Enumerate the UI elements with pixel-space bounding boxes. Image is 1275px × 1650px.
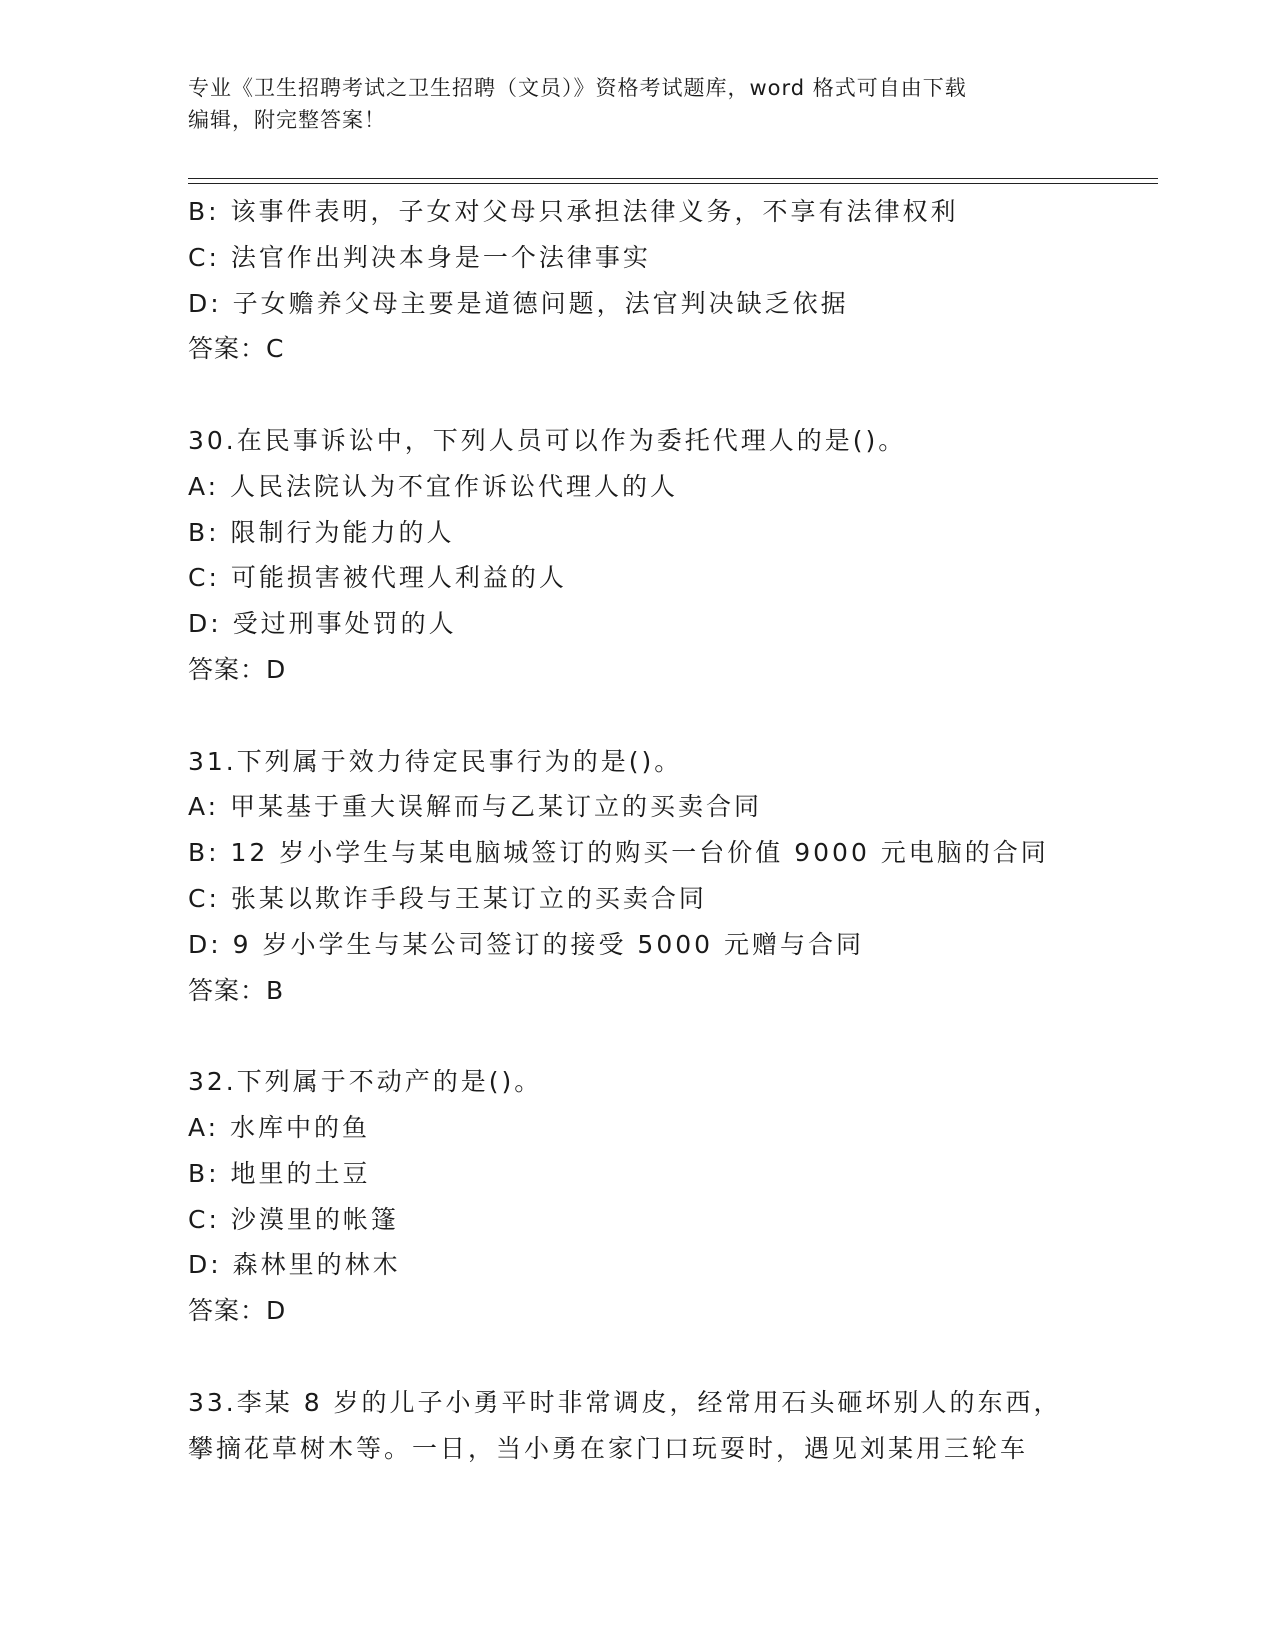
spacer [188, 1013, 1188, 1059]
spacer [188, 1334, 1188, 1380]
question-list [188, 189, 1188, 1471]
option-c: C: 沙漠里的帐篷 [188, 1204, 399, 1234]
question-text: 30.在民事诉讼中，下列人员可以作为委托代理人的是()。 [188, 425, 907, 455]
header-divider-bottom [188, 183, 1158, 184]
header-line-1: 专业《卫生招聘考试之卫生招聘（文员）》资格考试题库，word 格式可自由下载 [188, 76, 967, 100]
header-line-2: 编辑，附完整答案！ [188, 108, 386, 132]
option-c: C: 法官作出判决本身是一个法律事实 [188, 242, 651, 272]
option-a: A: 人民法院认为不宜作诉讼代理人的人 [188, 471, 679, 501]
option-d: D: 受过刑事处罚的人 [188, 609, 457, 639]
option-a: A: 水库中的鱼 [188, 1112, 371, 1142]
option-b: B: 该事件表明，子女对父母只承担法律义务，不享有法律权利 [188, 197, 959, 226]
header-divider-top [188, 178, 1158, 179]
option-d: D: 9 岁小学生与某公司签订的接受 5000 元赠与合同 [188, 929, 864, 959]
question-33 [188, 1380, 1188, 1472]
answer: 答案：C [188, 334, 285, 364]
question-text: 31.下列属于效力待定民事行为的是()。 [188, 746, 683, 776]
option-a: A: 甲某基于重大误解而与乙某订立的买卖合同 [188, 792, 763, 822]
option-d: D: 森林里的林木 [188, 1250, 401, 1280]
question-31 [188, 739, 1188, 1014]
question-text-line-1: 33.李某 8 岁的儿子小勇平时非常调皮，经常用石头砸坏别人的东西， [188, 1387, 1062, 1417]
option-b: B: 限制行为能力的人 [188, 517, 455, 547]
question-text-line-2: 攀摘花草树木等。一日，当小勇在家门口玩耍时，遇见刘某用三轮车 [188, 1433, 1029, 1463]
question-30 [188, 418, 1188, 693]
question-29 [188, 189, 1188, 372]
spacer [188, 372, 1188, 418]
answer: 答案：B [188, 975, 285, 1005]
option-b: B: 地里的土豆 [188, 1158, 371, 1188]
option-c: C: 张某以欺诈手段与王某订立的买卖合同 [188, 883, 707, 913]
question-text: 32.下列属于不动产的是()。 [188, 1067, 543, 1097]
option-d: D: 子女赡养父母主要是道德问题，法官判决缺乏依据 [188, 288, 849, 318]
question-32 [188, 1059, 1188, 1334]
answer: 答案：D [188, 654, 287, 684]
answer: 答案：D [188, 1296, 287, 1326]
option-c: C: 可能损害被代理人利益的人 [188, 563, 567, 593]
document-header [188, 72, 1088, 136]
option-b: B: 12 岁小学生与某电脑城签订的购买一台价值 9000 元电脑的合同 [188, 838, 1049, 868]
spacer [188, 693, 1188, 739]
